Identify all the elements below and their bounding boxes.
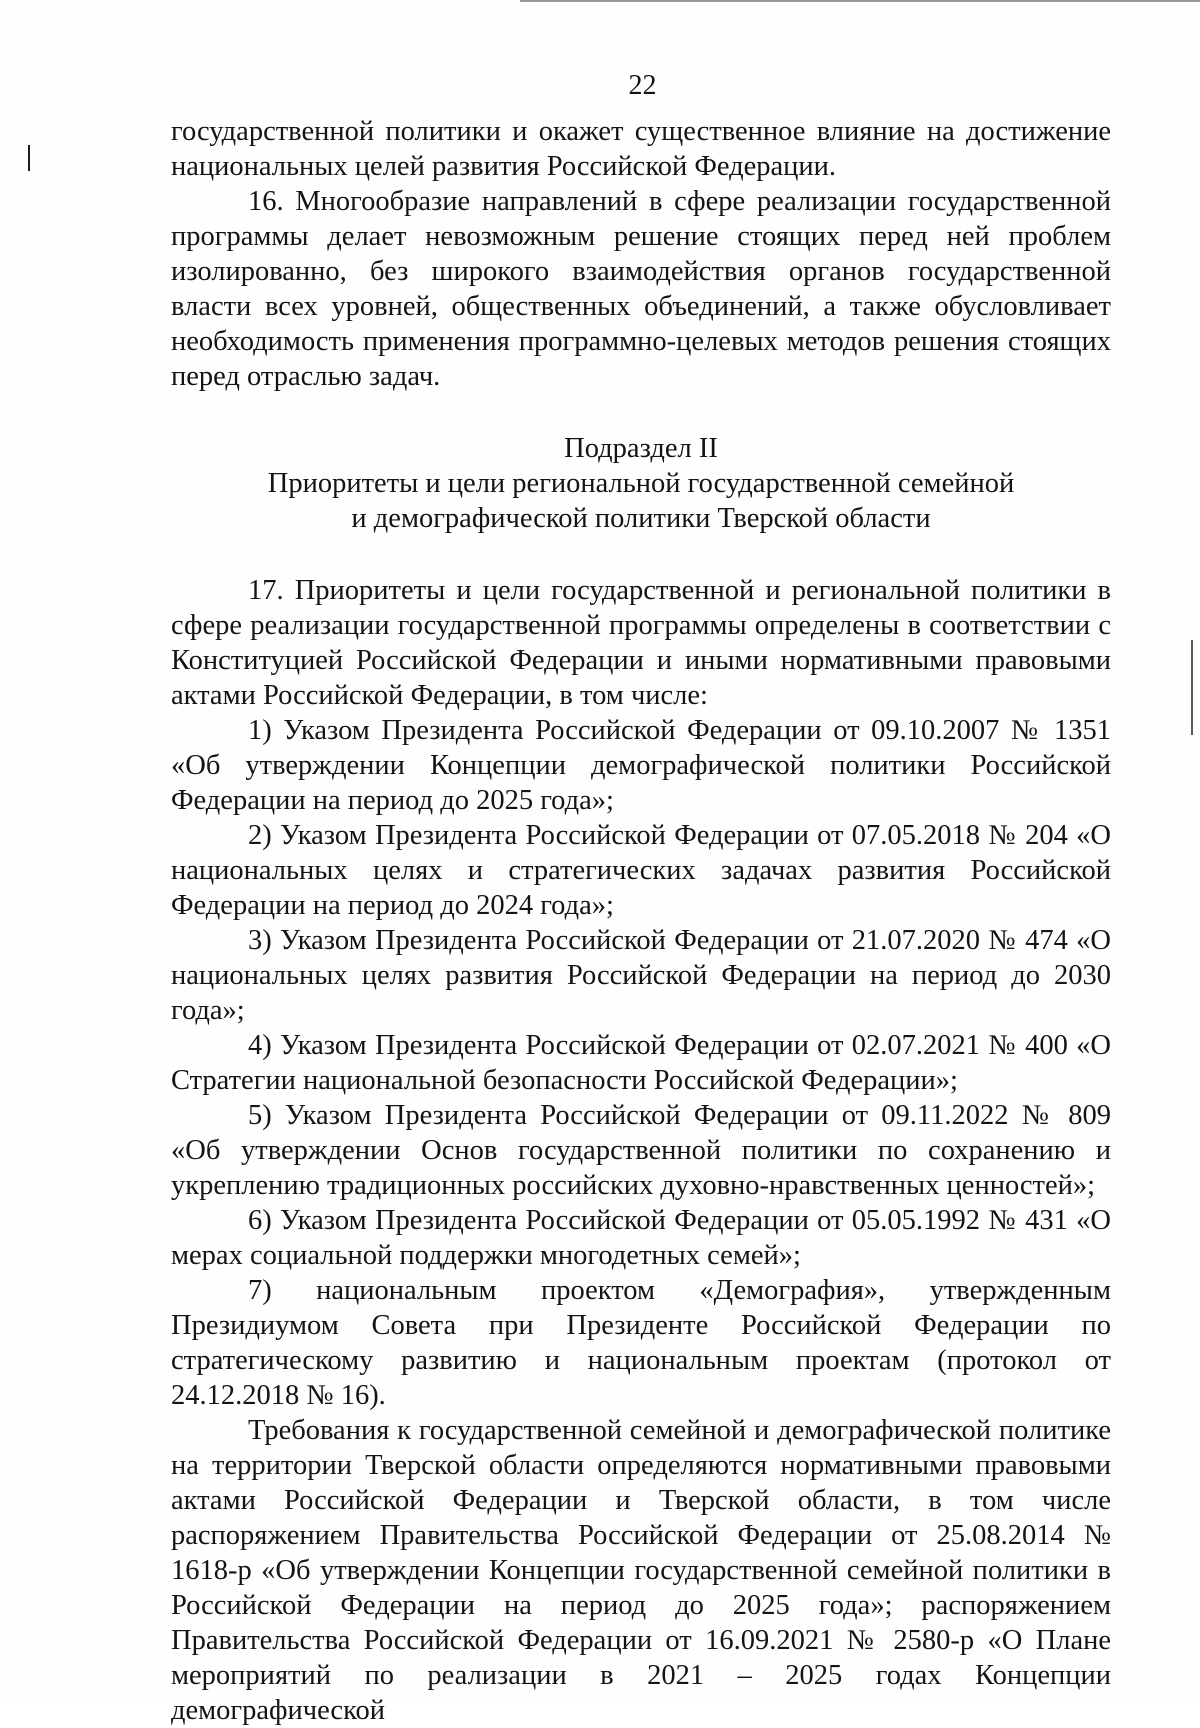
heading-title-line-2: и демографической политики Тверской области <box>351 503 931 534</box>
paragraph-requirements: Требования к государственной семейной и демографической политике на территории Тверской области определяются нормативными правовыми актами Российской Федерации и Тверской области, в том числе распоряжением Правительства Российской Федерации от 25.08.2014 № 1618-р «Об утверждении Концепции государственной семейной политики в Российской Федерации на период до 2025 года»; распоряжением Правительства Российской Федерации от 16.09.2021 № 2580-р «О Плане мероприятий по реализации в 2021 – 2025 годах Концепции демографической <box>171 1415 1111 1726</box>
paragraph-16: 16. Многообразие направлений в сфере реализации государственной программы делает невозможным решение стоящих перед ней проблем изолированно, без широкого взаимодействия органов государственной власти всех уровней, общественных объединений, а также обусловливает необходимость применения программно-целевых методов решения стоящих перед отраслью задач. <box>171 186 1111 392</box>
scan-margin-mark <box>28 145 30 171</box>
spacer <box>171 394 1111 431</box>
list-item-7: 7) национальным проектом «Демография», утвержденным Президиумом Совета при Президенте Российской Федерации по стратегическому развитию и национальным проектам (протокол от 24.12.2018 № 16). <box>171 1275 1111 1411</box>
scan-edge-line <box>520 0 1200 2</box>
document-body <box>171 114 1111 1728</box>
list-item-5: 5) Указом Президента Российской Федерации от 09.11.2022 № 809 «Об утверждении Основ государственной политики по сохранению и укреплению традиционных российских духовно-нравственных ценностей»; <box>171 1100 1111 1201</box>
section-heading <box>141 431 1141 536</box>
list-item-3: 3) Указом Президента Российской Федерации от 21.07.2020 № 474 «О национальных целях развития Российской Федерации на период до 2030 года»; <box>171 925 1111 1026</box>
paragraph-continued: государственной политики и окажет существенное влияние на достижение национальных целей развития Российской Федерации. <box>171 116 1111 182</box>
scan-margin-mark <box>1191 640 1193 735</box>
list-item-1: 1) Указом Президента Российской Федерации от 09.10.2007 № 1351 «Об утверждении Концепции демографической политики Российской Федерации на период до 2025 года»; <box>171 715 1111 816</box>
list-item-2: 2) Указом Президента Российской Федерации от 07.05.2018 № 204 «О национальных целях и стратегических задачах развития Российской Федерации на период до 2024 года»; <box>171 820 1111 921</box>
heading-title-line-1: Приоритеты и цели региональной государственной семейной <box>267 468 1015 499</box>
paragraph-17: 17. Приоритеты и цели государственной и региональной политики в сфере реализации государственной программы определены в соответствии с Конституцией Российской Федерации и иными нормативными правовыми актами Российской Федерации, в том числе: <box>171 575 1111 711</box>
heading-subsection: Подраздел II <box>564 433 718 464</box>
list-item-6: 6) Указом Президента Российской Федерации от 05.05.1992 № 431 «О мерах социальной поддержки многодетных семей»; <box>171 1205 1111 1271</box>
page-number: 22 <box>628 70 657 101</box>
list-item-4: 4) Указом Президента Российской Федерации от 02.07.2021 № 400 «О Стратегии национальной безопасности Российской Федерации»; <box>171 1030 1111 1096</box>
spacer <box>171 536 1111 573</box>
